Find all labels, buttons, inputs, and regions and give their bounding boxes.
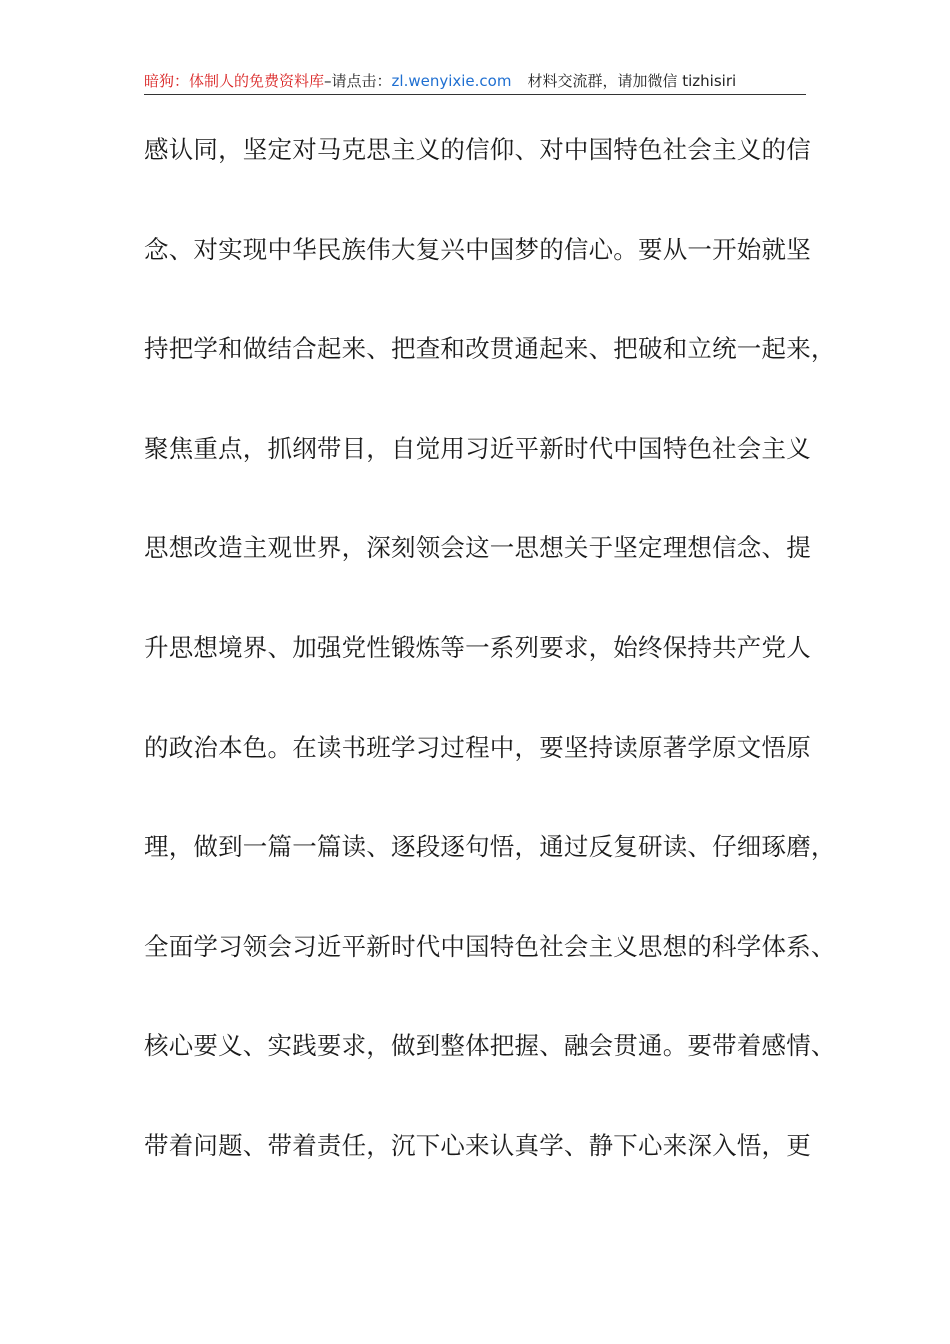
header-prompt: –请点击：	[324, 72, 392, 90]
body-line: 聚焦重点，抓纲带目，自觉用习近平新时代中国特色社会主义	[144, 433, 811, 463]
body-line: 的政治本色。在读书班学习过程中，要坚持读原著学原文悟原	[144, 732, 811, 762]
body-line: 全面学习领会习近平新时代中国特色社会主义思想的科学体系、	[144, 931, 836, 961]
document-body	[144, 118, 836, 1214]
body-line: 理，做到一篇一篇读、逐段逐句悟，通过反复研读、仔细琢磨，	[144, 832, 836, 862]
body-line: 感认同，坚定对马克思主义的信仰、对中国特色社会主义的信	[144, 135, 811, 164]
page-header	[144, 68, 806, 95]
body-line: 思想改造主观世界，深刻领会这一思想关于坚定理想信念、提	[144, 533, 811, 563]
body-line: 带着问题、带着责任，沉下心来认真学、静下心来深入悟，更	[144, 1130, 811, 1160]
header-contact: 材料交流群，请加微信 tizhisiri	[527, 72, 737, 90]
body-line: 升思想境界、加强党性锻炼等一系列要求，始终保持共产党人	[144, 632, 811, 662]
body-line: 念、对实现中华民族伟大复兴中国梦的信心。要从一开始就坚	[144, 234, 811, 264]
body-line: 核心要义、实践要求，做到整体把握、融会贯通。要带着感情、	[144, 1031, 836, 1061]
header-link[interactable]: zl.wenyixie.com	[391, 72, 512, 90]
body-line: 持把学和做结合起来、把查和改贯通起来、把破和立统一起来，	[144, 334, 836, 364]
header-brand: 暗狗：体制人的免费资料库	[144, 72, 325, 90]
